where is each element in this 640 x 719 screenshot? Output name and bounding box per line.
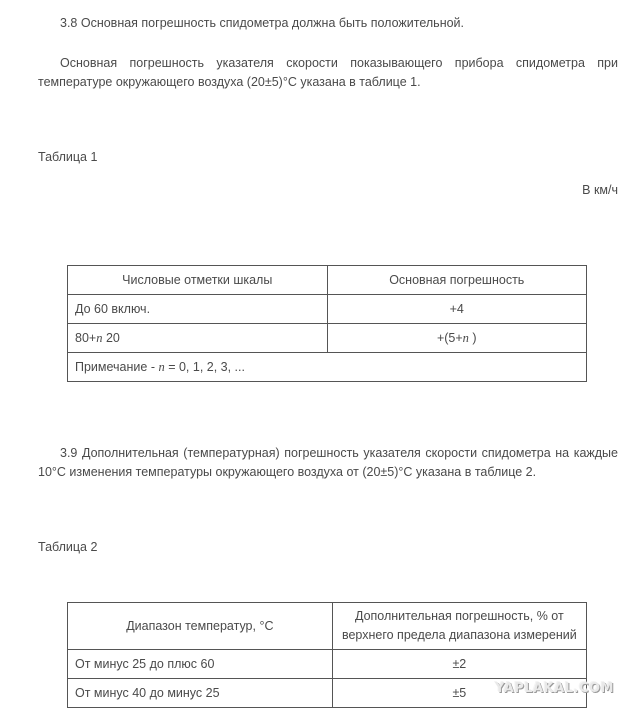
table2-header-row	[68, 603, 587, 650]
note-text: Примечание -	[75, 359, 159, 374]
table1-note	[68, 353, 587, 382]
formula-text: 20	[102, 330, 120, 345]
table2-header-range: Диапазон температур, °С	[68, 603, 333, 650]
watermark: YAPLAKAL.COM	[495, 681, 614, 696]
variable-n: n	[96, 330, 103, 345]
table2-caption: Таблица 2	[38, 540, 98, 554]
formula-text: )	[468, 330, 477, 345]
table1-cell-error: +4	[327, 295, 587, 324]
table2-cell-error: ±5	[332, 679, 586, 708]
table1-header-error: Основная погрешность	[327, 266, 587, 295]
formula-text: 80+	[75, 330, 97, 345]
formula-text: +(5+	[436, 330, 463, 345]
note-text: = 0, 1, 2, 3, ...	[164, 359, 245, 374]
section-3-9-paragraph: 3.9 Дополнительная (температурная) погрешность указателя скорости спидометра на каждые 10°С изменения температуры окружающего воздуха от (20±5)°С указана в таблице 2.	[38, 446, 618, 479]
table1-cell-error	[327, 324, 587, 353]
table1-cell-scale: До 60 включ.	[68, 295, 328, 324]
table1-header-row	[68, 266, 587, 295]
section-3-8-paragraph: Основная погрешность указателя скорости показывающего прибора спидометра при температуре окружающего воздуха (20±5)°С указана в таблице 1.	[38, 56, 618, 89]
table1-note-row	[68, 353, 587, 382]
table1-header-scale: Числовые отметки шкалы	[68, 266, 328, 295]
table1-units: В км/ч	[582, 183, 618, 197]
table-row	[68, 650, 587, 679]
table1-caption: Таблица 1	[38, 150, 98, 164]
section-3-8-heading: 3.8 Основная погрешность спидометра должна быть положительной.	[60, 16, 465, 30]
variable-n: n	[462, 330, 469, 345]
table2-cell-range: От минус 25 до плюс 60	[68, 650, 333, 679]
table1	[67, 265, 587, 382]
table2-cell-range: От минус 40 до минус 25	[68, 679, 333, 708]
table-row	[68, 295, 587, 324]
table1-cell-scale	[68, 324, 328, 353]
table-row	[68, 324, 587, 353]
table2-header-error: Дополнительная погрешность, % от верхнего предела диапазона измерений	[332, 603, 586, 650]
variable-n: n	[158, 359, 165, 374]
table2-cell-error: ±2	[332, 650, 586, 679]
